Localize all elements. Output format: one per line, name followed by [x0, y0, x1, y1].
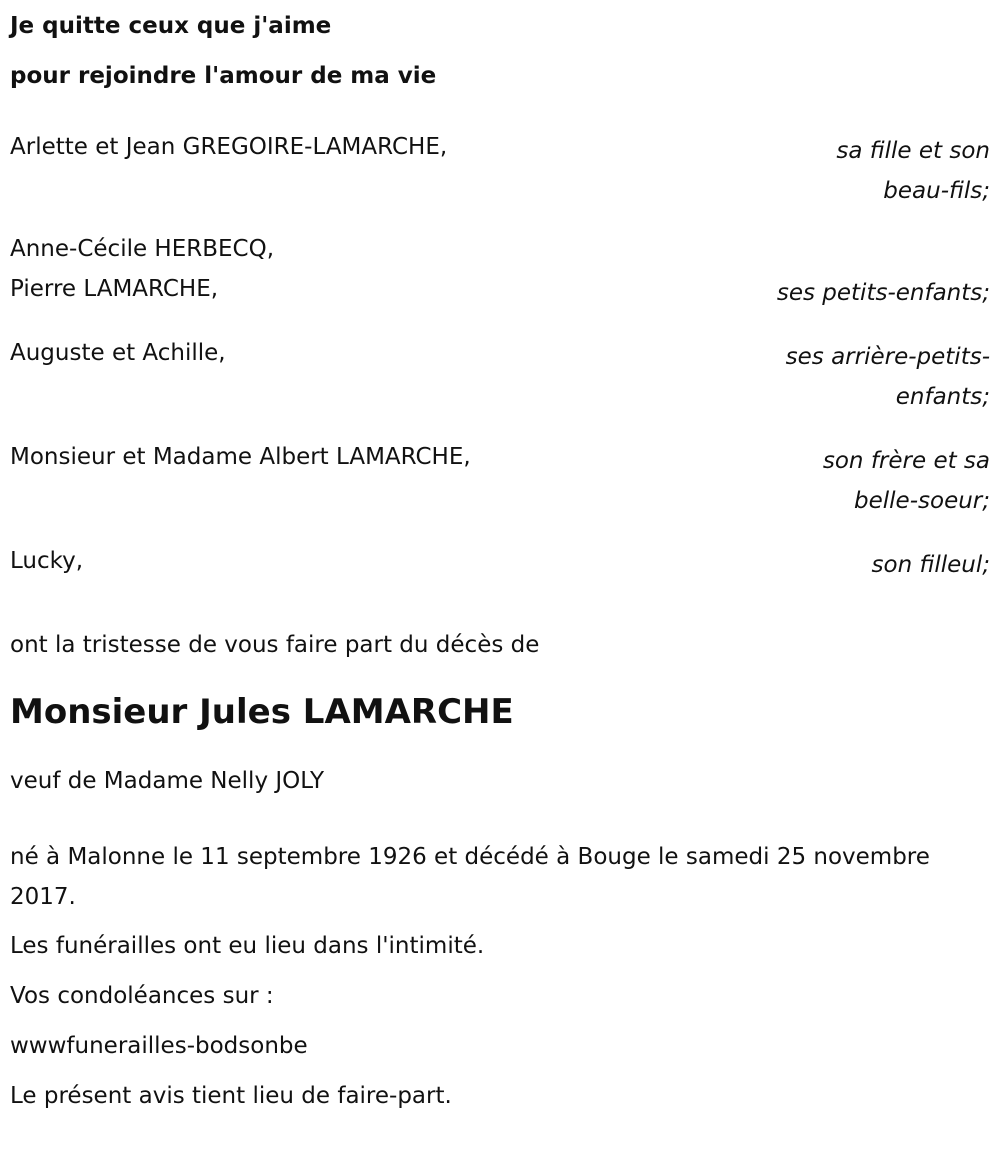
birth-death-text: né à Malonne le 11 septembre 1926 et décédé à Bouge le samedi 25 novembre 2017.	[10, 844, 930, 910]
relation-line: sa fille et son	[836, 138, 990, 164]
deceased-name: Monsieur Jules LAMARCHE	[10, 692, 514, 732]
family-list	[10, 127, 990, 605]
family-name-line: Monsieur et Madame Albert LAMARCHE,	[10, 444, 471, 470]
epigraph-line: Je quitte ceux que j'aime	[10, 13, 332, 39]
epigraph-line: pour rejoindre l'amour de ma vie	[10, 63, 437, 89]
relation-line: son filleul;	[871, 552, 990, 578]
epigraph	[10, 1, 990, 101]
family-relation	[872, 545, 990, 585]
details-section	[10, 837, 990, 1121]
relation-line: son frère et sa	[822, 448, 990, 474]
family-entry	[10, 437, 990, 541]
family-name-line: Arlette et Jean GREGOIRE-LAMARCHE,	[10, 134, 448, 160]
family-relation	[836, 131, 990, 211]
notice-text: Le présent avis tient lieu de faire-part.	[10, 1083, 452, 1109]
website-text: wwwfunerailles-bodsonbe	[10, 1033, 308, 1059]
family-relation	[823, 441, 990, 521]
family-entry	[10, 127, 990, 223]
family-name-line: Pierre LAMARCHE,	[10, 276, 219, 302]
condolences-label: Vos condoléances sur :	[10, 983, 274, 1009]
relation-line: ses arrière-petits-	[785, 344, 990, 370]
relation-line: beau-fils;	[883, 178, 990, 204]
family-relation	[777, 273, 990, 313]
widow-of: veuf de Madame Nelly JOLY	[10, 768, 325, 794]
announcement-intro: ont la tristesse de vous faire part du décès de	[10, 632, 540, 658]
family-entry	[10, 229, 990, 333]
family-relation	[786, 337, 990, 417]
funeral-text: Les funérailles ont eu lieu dans l'intimité.	[10, 933, 485, 959]
relation-line: ses petits-enfants;	[776, 280, 990, 306]
family-name-line: Anne-Cécile HERBECQ,	[10, 236, 275, 262]
relation-line: belle-soeur;	[854, 488, 990, 514]
family-entry	[10, 541, 990, 605]
family-entry	[10, 333, 990, 437]
family-names	[10, 541, 990, 581]
family-name-line: Lucky,	[10, 548, 84, 574]
relation-line: enfants;	[895, 384, 990, 410]
family-name-line: Auguste et Achille,	[10, 340, 226, 366]
obituary-notice	[10, 0, 990, 1121]
